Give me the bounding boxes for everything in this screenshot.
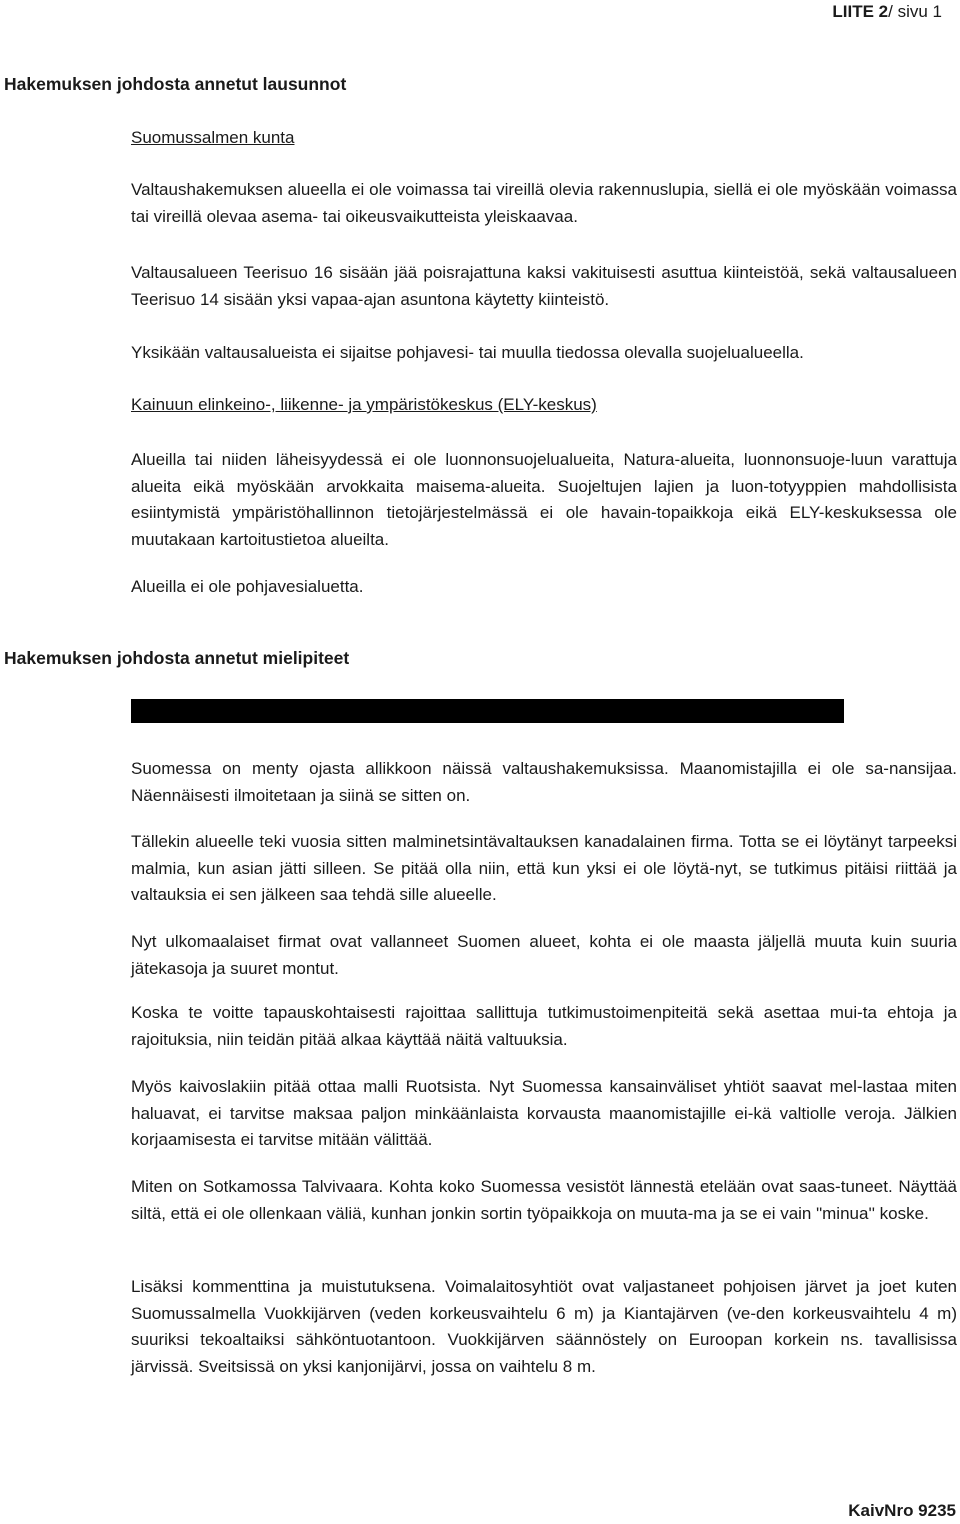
opinion-paragraph: Miten on Sotkamossa Talvivaara. Kohta koko Suomessa vesistöt lännestä etelään ovat saas-tuneet. Näyttää siltä, että ei ole ollenkaan väliä, kunhan jonkin sortin työpaikkoja on muuta-ma ja se ei vain "minua'' koske. xyxy=(131,1177,957,1223)
section-heading-statements: Hakemuksen johdosta annetut lausunnot xyxy=(4,74,347,94)
section-heading-opinions: Hakemuksen johdosta annetut mielipiteet xyxy=(4,648,350,668)
opinion-paragraph: Tällekin alueelle teki vuosia sitten malminetsintävaltauksen kanadalainen firma. Totta se ei löytänyt tarpeeksi malmia, kun asian jätti silleen. Se pitää olla niin, että kun yksi ei ole löytä-nyt, se tutkimus pitäisi riittää ja valtauksia ei sen jälkeen saa tehdä sille alueelle. xyxy=(131,832,957,904)
statement-paragraph: Valtaushakemuksen alueella ei ole voimassa tai vireillä olevia rakennuslupia, siellä ei ole myöskään voimassa tai vireillä olevaa asema- tai oikeusvaikutteista yleiskaavaa. xyxy=(131,180,957,226)
subheading-municipality: Suomussalmen kunta xyxy=(131,128,295,147)
opinion-paragraph: Lisäksi kommenttina ja muistutuksena. Voimalaitosyhtiöt ovat valjastaneet pohjoisen järvet ja joet kuten Suomussalmella Vuokkijärven (veden korkeusvaihtelu 6 m) ja Kiantajärven (ve-den korkeusvaihtelu 4 m) suuriksi tekoaltaiksi sähköntuotantoon. Vuokkijärven säännöstely on Euroopan korkein ns. tavallisissa järvissä. Sveitsissä on yksi kanjonijärvi, jossa on vaihtelu 8 m. xyxy=(131,1277,957,1376)
attachment-label: LIITE 2 xyxy=(832,2,889,21)
opinion-paragraph: Nyt ulkomaalaiset firmat ovat vallanneet Suomen alueet, kohta ei ole maasta jäljellä muuta kuin suuria jätekasoja ja suuret montut. xyxy=(131,932,957,978)
opinion-paragraph: Myös kaivoslakiin pitää ottaa malli Ruotsista. Nyt Suomessa kansainväliset yhtiöt saavat mel-lastaa miten haluavat, ei tarvitse maksaa paljon minkäänlaista korvausta maanomistajille ei-kä valtiolle veroja. Jälkien korjaamisesta ei tarvitse mitään välittää. xyxy=(131,1077,957,1149)
opinion-paragraph: Suomessa on menty ojasta allikkoon näissä valtaushakemuksissa. Maanomistajilla ei ole sa-nansijaa. Näennäisesti ilmoitetaan ja siinä se sitten on. xyxy=(131,759,957,805)
opinion-paragraph: Koska te voitte tapauskohtaisesti rajoittaa sallittuja tutkimustoimenpiteitä sekä asettaa mui-ta ehtoja ja rajoituksia, niin teidän pitää alkaa käyttää näitä valtuuksia. xyxy=(131,1003,957,1049)
footer-reference: KaivNro 9235 xyxy=(848,1501,956,1520)
statement-paragraph: Valtausalueen Teerisuo 16 sisään jää poisrajattuna kaksi vakituisesti asuttua kiinteistöä, sekä valtausalueen Teerisuo 14 sisään yksi vapaa-ajan asuntona käytetty kiinteistö. xyxy=(131,263,957,309)
statement-paragraph: Yksikään valtausalueista ei sijaitse pohjavesi- tai muulla tiedossa olevalla suojelualueella. xyxy=(131,343,804,362)
page-number: / sivu 1 xyxy=(888,2,942,21)
subheading-ely-centre: Kainuun elinkeino-, liikenne- ja ympäristökeskus (ELY-keskus) xyxy=(131,395,597,414)
page-header xyxy=(832,2,942,22)
statement-paragraph: Alueilla ei ole pohjavesialuetta. xyxy=(131,577,364,596)
statement-paragraph: Alueilla tai niiden läheisyydessä ei ole luonnonsuojelualueita, Natura-alueita, luonnonsuoje-luun varattuja alueita eikä myöskään arvokkaita maisema-alueita. Suojeltujen lajien ja luon-totyyppien mahdollisista esiintymistä ympäristöhallinnon tietojärjestelmässä ei ole havain-topaikkoja eikä ELY-keskuksessa ole muutakaan kartoitustietoa alueilta. xyxy=(131,450,957,549)
redaction-bar xyxy=(131,699,844,723)
